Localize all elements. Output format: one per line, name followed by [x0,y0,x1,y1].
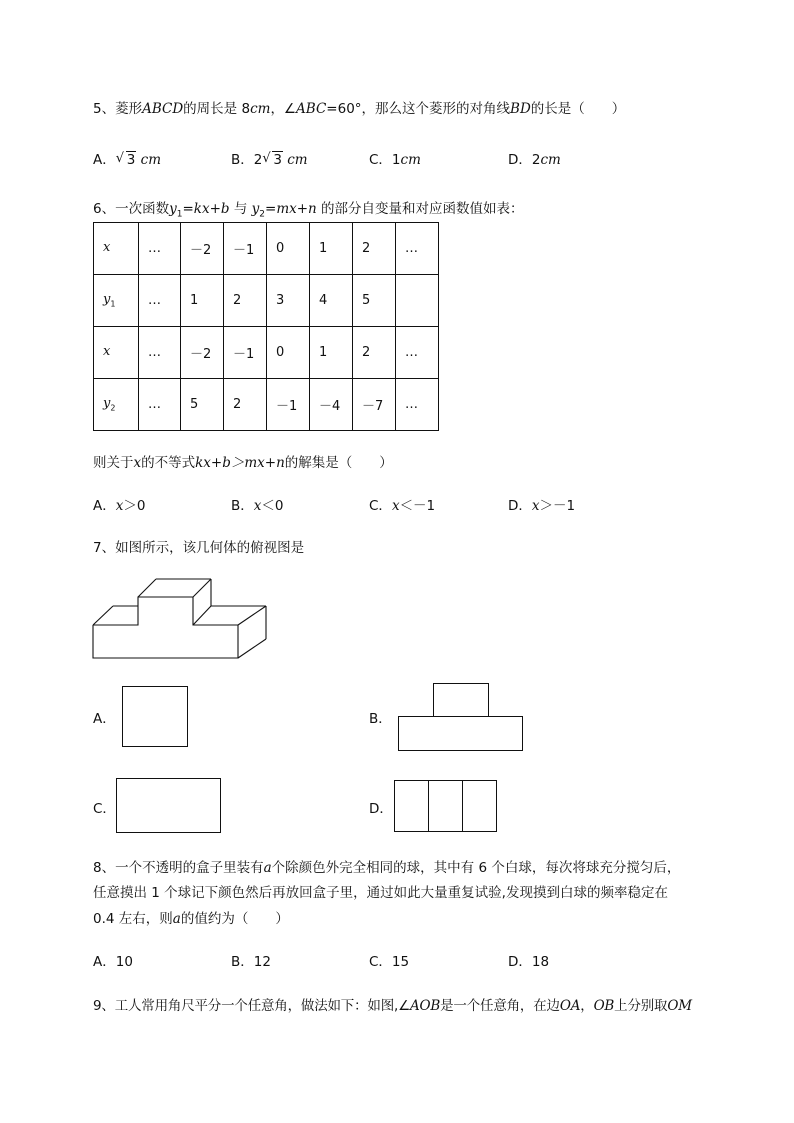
table-cell: 0 [267,327,310,379]
table-row-head: x [94,327,139,379]
table-cell: －1 [224,223,267,275]
q7-stem: 7、如图所示，该几何体的俯视图是 [93,540,305,556]
table-cell: －4 [310,379,353,431]
table-cell: … [396,327,439,379]
table-cell: －2 [181,223,224,275]
table-cell: 2 [224,379,267,431]
table-row-head: $y_2$ [94,379,139,431]
table-cell: －7 [353,379,396,431]
table-cell: 3 [267,275,310,327]
q8-option-a: A．10 [93,954,133,970]
table-cell: 2 [353,327,396,379]
table-cell: 2 [224,275,267,327]
q7-option-d-label: D． [369,801,393,817]
table-row [94,223,439,275]
q7-option-b-figure-bottom [398,716,523,751]
q5-option-b: B．2√ 3 cm [231,151,308,169]
table-cell: －1 [224,327,267,379]
table-row-head: x [94,223,139,275]
table-cell: … [139,223,181,275]
table-cell: 4 [310,275,353,327]
table-cell: 5 [181,379,224,431]
q9-stem: 9、工人常用角尺平分一个任意角，做法如下：如图,∠AOB是一个任意角，在边OA，OB上分别取OM [93,998,692,1014]
q5-stem: 5、菱形ABCD的周长是 8cm，∠ABC=60°，那么这个菱形的对角线BD的长是（ ） [93,101,626,117]
q6-stem: 6、一次函数$y_1=kx+b$ 与 $y_2=mx+n$ 的部分自变量和对应函数值如表： [93,201,524,220]
table-cell: 1 [310,327,353,379]
table-cell: 0 [267,223,310,275]
q6-option-c: C．x＜－1 [369,498,436,514]
q7-option-b-figure-top [433,683,489,717]
q8-line-1: 8、一个不透明的盒子里装有a个除颜色外完全相同的球，其中有 6 个白球，每次将球充分搅匀后， [93,860,681,876]
table-cell: … [139,327,181,379]
q5-option-a: A．√ 3 cm [93,151,161,169]
table-cell: 5 [353,275,396,327]
q7-option-c-figure [116,778,221,833]
q6-option-d: D．x＞－1 [508,498,576,514]
q8-option-d: D．18 [508,954,550,970]
table-cell: －2 [181,327,224,379]
q7-option-b-label: B． [369,711,392,727]
q8-option-c: C．15 [369,954,410,970]
table-cell: … [139,379,181,431]
q5-option-c: C．1cm [369,152,421,168]
q6-option-a: A．x＞0 [93,498,146,514]
table-cell: －1 [267,379,310,431]
q7-option-d-divider [428,780,463,832]
table-row [94,379,439,431]
table-row-head: $y_1$ [94,275,139,327]
q6-option-b: B．x＜0 [231,498,284,514]
table-cell: 2 [353,223,396,275]
table-cell: 1 [181,275,224,327]
q6-question: 则关于x的不等式kx+b＞mx+n的解集是（ ） [93,455,393,471]
table-cell [396,275,439,327]
q8-line-3: 0.4 左右，则a的值约为（ ） [93,911,289,927]
table-cell: … [139,275,181,327]
q6-value-table [93,222,439,431]
table-cell: … [396,379,439,431]
q7-solid-figure [90,575,270,663]
table-row [94,327,439,379]
q7-option-a-label: A． [93,711,116,727]
table-cell: … [396,223,439,275]
q5-option-d: D．2cm [508,152,561,168]
q8-option-b: B．12 [231,954,271,970]
q7-option-c-label: C． [93,801,116,817]
q7-option-a-figure [122,686,188,747]
table-cell: 1 [310,223,353,275]
q8-line-2: 任意摸出 1 个球记下颜色然后再放回盒子里，通过如此大量重复试验,发现摸到白球的频率稳定在 [93,885,668,901]
table-row [94,275,439,327]
